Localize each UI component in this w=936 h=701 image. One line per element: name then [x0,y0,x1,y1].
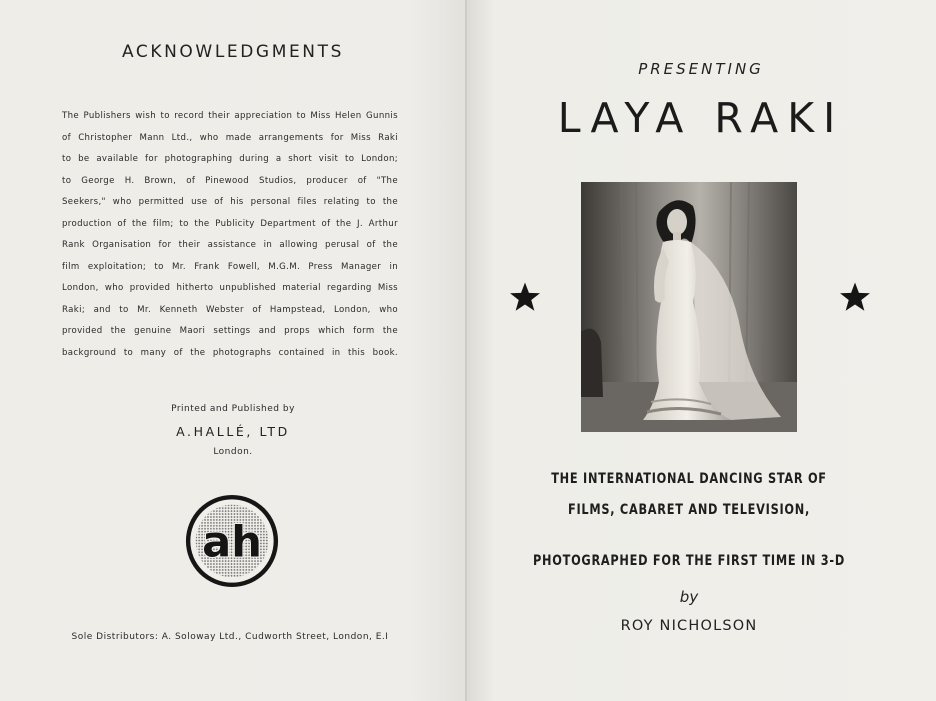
body-line: The Publishers wish to record their appreciation to Miss Helen Gunnis [62,111,398,121]
body-line: Rank Organisation for their assistance in allowing perusal of the [62,240,398,250]
tagline-line-1: THE INTERNATIONAL DANCING STAR OF [551,471,827,487]
acknowledgments-body [62,106,398,364]
publisher-name: A.HALLÉ, LTD [176,424,290,439]
body-line: production of the film; to the Publicity Department of the J. Arthur [62,218,398,229]
body-line: provided the genuine Maori settings and props which form the [62,326,398,336]
author-name: ROY NICHOLSON [620,618,758,634]
logo-text: ah [202,517,262,568]
body-line: of Christopher Mann Ltd., who made arrangements for Miss Raki [62,132,398,143]
publisher-logo-icon [183,492,281,590]
printed-by-label: Printed and Published by [171,404,295,414]
acknowledgments-heading: ACKNOWLEDGMENTS [121,42,345,62]
presenting-label: PRESENTING [638,60,764,78]
star-name-title: LAYA RAKI [557,94,845,142]
body-line: background to many of the photographs contained in this book. [62,347,398,358]
body-line: Seekers," who permitted use of his personal files relating to the [62,197,398,207]
tagline-line-3: PHOTOGRAPHED FOR THE FIRST TIME IN 3-D [533,553,845,569]
body-line: film exploitation; to Mr. Frank Fowell, M.G.M. Press Manager in [62,261,398,272]
portrait-photo-icon [581,182,797,432]
star-left-icon [508,280,542,314]
tagline-line-2: FILMS, CABARET AND TELEVISION, [567,502,810,518]
body-line: London, who provided hitherto unpublished material regarding Miss [62,283,398,293]
star-right-icon [838,280,872,314]
distributors-line: Sole Distributors: A. Soloway Ltd., Cudworth Street, London, E.I [71,632,389,642]
body-line: to George H. Brown, of Pinewood Studios, producer of "The [62,175,398,186]
publisher-city: London. [213,447,253,457]
body-line: to be available for photographing during a short visit to London; [62,154,398,164]
body-line: Raki; and to Mr. Kenneth Webster of Hampstead, London, who [62,304,398,315]
by-label: by [679,588,699,606]
